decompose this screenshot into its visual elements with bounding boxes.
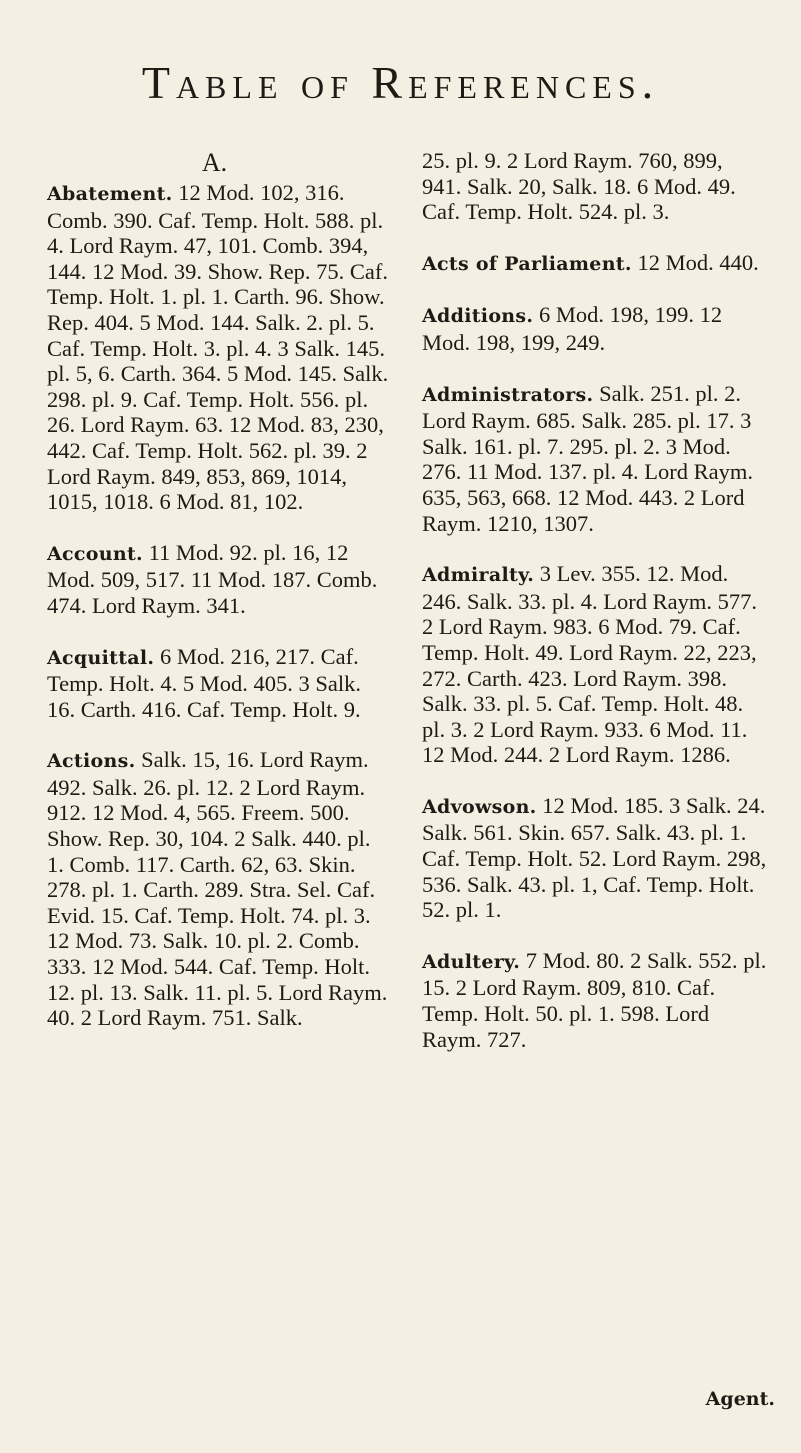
entry-heading: Advowson. bbox=[422, 795, 537, 818]
index-entry bbox=[422, 793, 767, 923]
entry-heading: Acts of Parliament. bbox=[422, 252, 632, 275]
index-entry bbox=[422, 561, 767, 768]
entry-references: 12 Mod. 185. 3 Salk. 24. Salk. 561. Skin. 657. Salk. 43. pl. 1. Caf. Temp. Holt. 52. Lord Raym. 298, 536. Salk. 43. pl. 1, Caf. Temp. Holt. 52. pl. 1. bbox=[422, 792, 767, 923]
index-entry bbox=[47, 644, 392, 723]
entry-heading: Adultery. bbox=[422, 950, 521, 973]
entry-references: 25. pl. 9. 2 Lord Raym. 760, 899, 941. Salk. 20, Salk. 18. 6 Mod. 49. Caf. Temp. Holt. 524. pl. 3. bbox=[422, 148, 736, 225]
entry-references: Salk. 251. pl. 2. Lord Raym. 685. Salk. 285. pl. 17. 3 Salk. 161. pl. 7. 295. pl. 2. 3 Mod. 276. 11 Mod. 137. pl. 4. Lord Raym. 635, 563, 668. 12 Mod. 443. 2 Lord Raym. 1210, 1307. bbox=[422, 380, 754, 536]
entry-heading: Abatement. bbox=[47, 183, 173, 205]
index-entry bbox=[47, 540, 392, 619]
entry-references: 6 Mod. 216, 217. Caf. Temp. Holt. 4. 5 Mod. 405. 3 Salk. 16. Carth. 416. Caf. Temp. Holt. 9. bbox=[47, 643, 362, 722]
index-entry bbox=[47, 747, 392, 1031]
index-entry-continued bbox=[422, 148, 767, 225]
entry-heading: Acquittal. bbox=[47, 646, 155, 669]
entry-references: 11 Mod. 92. pl. 16, 12 Mod. 509, 517. 11 Mod. 187. Comb. 474. Lord Raym. 341. bbox=[47, 539, 378, 618]
catchword: Agent. bbox=[705, 1388, 775, 1410]
entry-heading: Account. bbox=[47, 542, 143, 565]
entry-references: 7 Mod. 80. 2 Salk. 552. pl. 15. 2 Lord Raym. 809, 810. Caf. Temp. Holt. 50. pl. 1. 598. Lord Raym. 727. bbox=[422, 947, 767, 1052]
index-entry bbox=[422, 381, 767, 537]
page-title: Table of References. bbox=[141, 57, 660, 108]
index-entry bbox=[422, 302, 767, 355]
right-column bbox=[422, 148, 767, 1077]
index-entry bbox=[47, 180, 392, 515]
entry-heading: Admiralty. bbox=[422, 564, 535, 587]
left-column bbox=[47, 148, 392, 1056]
entry-references: 6 Mod. 198, 199. 12 Mod. 198, 199, 249. bbox=[422, 302, 723, 355]
section-letter: A. bbox=[201, 148, 228, 177]
entry-heading: Additions. bbox=[422, 305, 534, 328]
entry-references: 12 Mod. 102, 316. Comb. 390. Caf. Temp. Holt. 588. pl. 4. Lord Raym. 47, 101. Comb. 394, 144. 12 Mod. 39. Show. Rep. 75. Caf. Temp. Holt. 1. pl. 1. Carth. 96. Show. Rep. 404. 5 Mod. 144. Salk. 2. pl. 5. Caf. Temp. Holt. 3. pl. 4. 3 Salk. 145. pl. 5, 6. Carth. 364. 5 Mod. 145. Salk. 298. pl. 9. Caf. Temp. Holt. 556. pl. 26. Lord Raym. 63. 12 Mod. 83, 230, 442. Caf. Temp. Holt. 562. pl. 39. 2 Lord Raym. 849, 853, 869, 1014, 1015, 1018. 6 Mod. 81, 102. bbox=[47, 180, 389, 515]
index-entry bbox=[422, 948, 767, 1052]
entry-heading: Administrators. bbox=[422, 383, 594, 406]
entry-heading: Actions. bbox=[47, 750, 136, 773]
entry-references: 12 Mod. 440. bbox=[631, 249, 759, 275]
entry-references: 3 Lev. 355. 12. Mod. 246. Salk. 33. pl. 4. Lord Raym. 577. 2 Lord Raym. 983. 6 Mod. 79. Caf. Temp. Holt. 49. Lord Raym. 22, 223, 272. Carth. 423. Lord Raym. 398. Salk. 33. pl. 5. Caf. Temp. Holt. 48. pl. 3. 2 Lord Raym. 933. 6 Mod. 11. 12 Mod. 244. 2 Lord Raym. 1286. bbox=[422, 561, 757, 768]
index-entry bbox=[422, 250, 767, 278]
entry-references: Salk. 15, 16. Lord Raym. 492. Salk. 26. pl. 12. 2 Lord Raym. 912. 12 Mod. 4, 565. Freem. 500. Show. Rep. 30, 104. 2 Salk. 440. pl. 1. Comb. 117. Carth. 62, 63. Skin. 278. pl. 1. Carth. 289. Stra. Sel. Caf. Evid. 15. Caf. Temp. Holt. 74. pl. 3. 12 Mod. 73. Salk. 10. pl. 2. Comb. 333. 12 Mod. 544. Caf. Temp. Holt. 12. pl. 13. Salk. 11. pl. 5. Lord Raym. 40. 2 Lord Raym. 751. Salk. bbox=[47, 747, 388, 1031]
